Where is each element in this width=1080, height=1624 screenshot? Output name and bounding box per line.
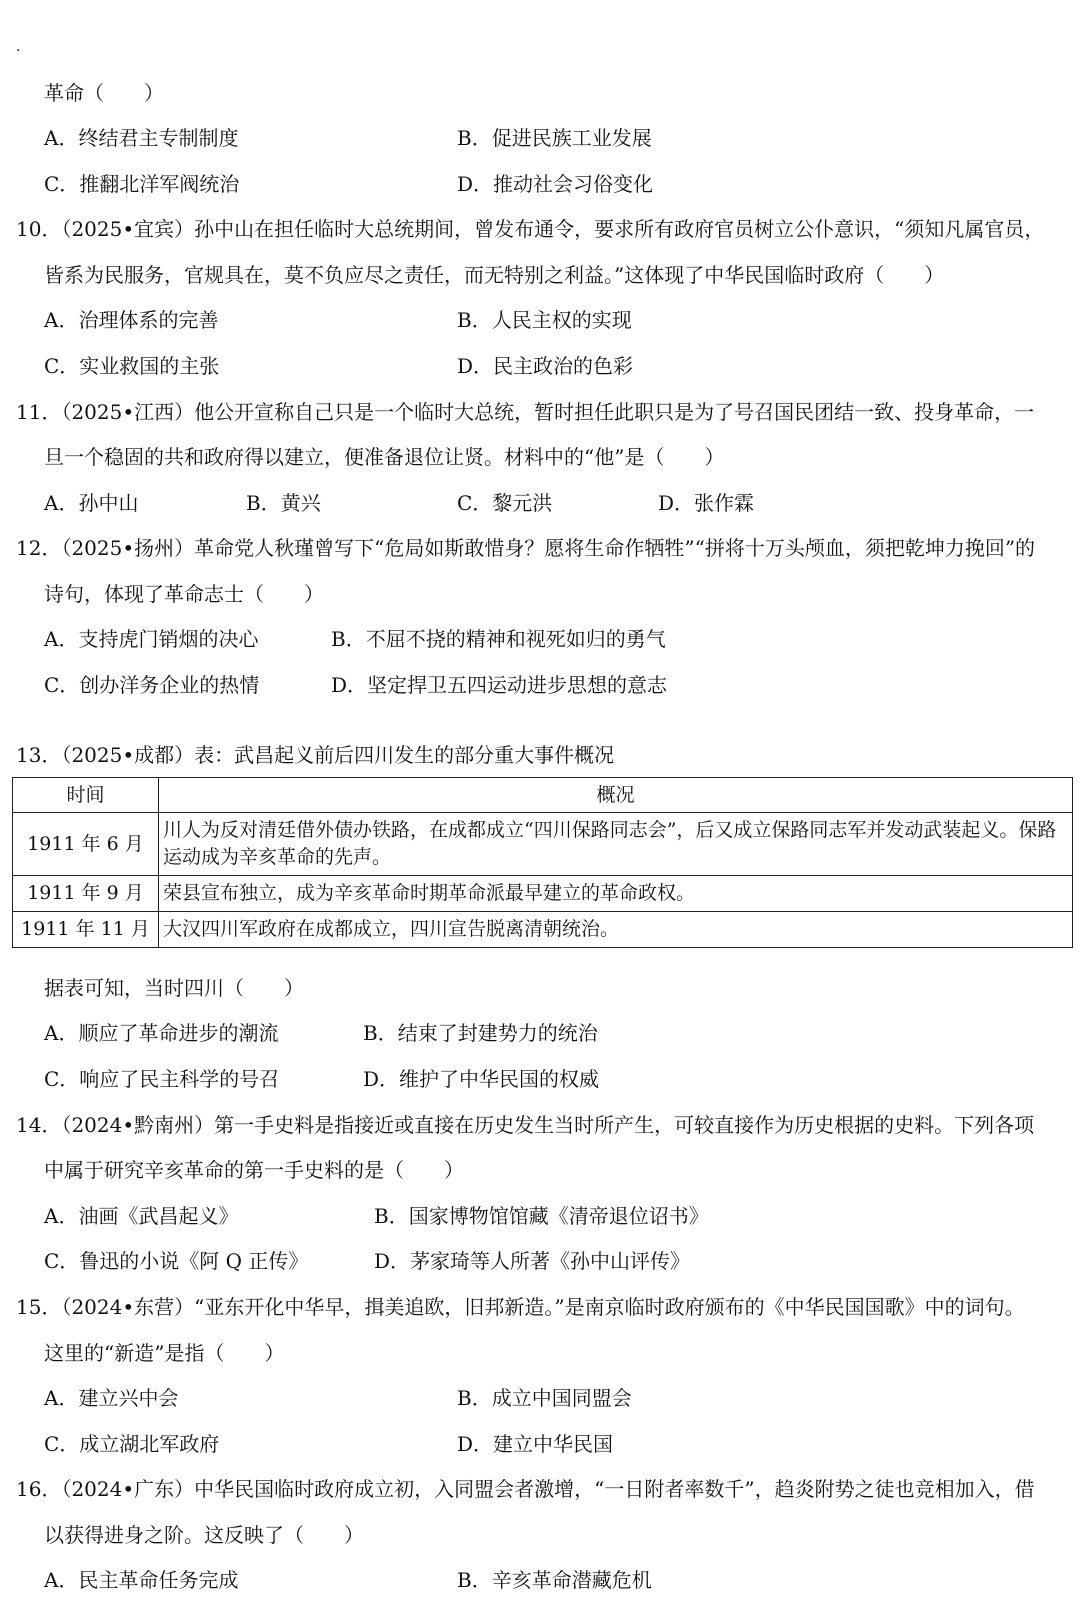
table-header-row [13, 778, 1073, 813]
q12-option-a: A．支持虎门销烟的决心 [44, 627, 259, 651]
table-row [13, 813, 1073, 876]
q12-option-c: C．创办洋务企业的热情 [44, 673, 260, 697]
q11-option-c: C．黎元洪 [457, 491, 553, 515]
table-cell-time: 1911 年 11 月 [13, 912, 159, 948]
q11-stem-line2: 旦一个稳固的共和政府得以建立，便准备退位让贤。材料中的“他”是（ ） [44, 445, 725, 469]
q15-stem-line2: 这里的“新造”是指（ ） [44, 1341, 285, 1365]
q13-option-d: D．维护了中华民国的权威 [363, 1067, 600, 1091]
q10-option-d: D．民主政治的色彩 [457, 354, 634, 378]
q11-option-a: A．孙中山 [44, 491, 139, 515]
q12-option-d: D．坚定捍卫五四运动进步思想的意志 [331, 673, 668, 697]
table-cell-overview: 川人为反对清廷借外债办铁路，在成都成立“四川保路同志会”，后又成立保路同志军并发动武装起义。保路运动成为辛亥革命的先声。 [159, 813, 1073, 876]
q13-option-c: C．响应了民主科学的号召 [44, 1067, 280, 1091]
q13-option-b: B．结束了封建势力的统治 [363, 1021, 598, 1045]
q9-option-a: A．终结君主专制制度 [44, 126, 239, 150]
q10-option-a: A．治理体系的完善 [44, 308, 219, 332]
events-table [12, 777, 1073, 948]
q11-stem-line1: 11．（2025•江西）他公开宣称自己只是一个临时大总统，暂时担任此职只是为了号召国民团结一致、投身革命，一 [16, 400, 1035, 424]
table-header-overview: 概况 [159, 778, 1073, 813]
q16-option-a: A．民主革命任务完成 [44, 1568, 239, 1592]
q14-option-d: D．茅家琦等人所著《孙中山评传》 [374, 1249, 691, 1273]
q10-stem-line1: 10．（2025•宜宾）孙中山在担任临时大总统期间，曾发布通令，要求所有政府官员树立公仆意识，“须知凡属官员， [16, 217, 1045, 241]
page-dot: . [16, 39, 21, 55]
q12-stem-line1: 12．（2025•扬州）革命党人秋瑾曾写下“危局如斯敢惜身？愿将生命作牺牲”“拼将十万头颅血，须把乾坤力挽回”的 [16, 536, 1036, 560]
table-cell-overview: 荣县宣布独立，成为辛亥革命时期革命派最早建立的革命政权。 [159, 876, 1073, 912]
table-row [13, 912, 1073, 948]
q15-stem-line1: 15．（2024•东营）“亚东开化中华早，揖美追欧，旧邦新造。”是南京临时政府颁布的《中华民国国歌》中的词句。 [16, 1295, 1025, 1319]
q13-stem-line1: 13．（2025•成都）表：武昌起义前后四川发生的部分重大事件概况 [16, 743, 615, 767]
q15-option-b: B．成立中国同盟会 [457, 1386, 632, 1410]
q9-option-d: D．推动社会习俗变化 [457, 172, 654, 196]
q15-option-a: A．建立兴中会 [44, 1386, 179, 1410]
q14-stem-line2: 中属于研究辛亥革命的第一手史料的是（ ） [44, 1158, 464, 1182]
q14-option-a: A．油画《武昌起义》 [44, 1204, 239, 1228]
table-cell-time: 1911 年 6 月 [13, 813, 159, 876]
q11-option-d: D．张作霖 [658, 491, 755, 515]
q12-option-b: B．不屈不挠的精神和视死如归的勇气 [331, 627, 666, 651]
q9-option-b: B．促进民族工业发展 [457, 126, 652, 150]
q14-option-c: C．鲁迅的小说《阿 Q 正传》 [44, 1249, 309, 1273]
table-cell-overview: 大汉四川军政府在成都成立，四川宣告脱离清朝统治。 [159, 912, 1073, 948]
q9-stem-tail: 革命（ ） [44, 81, 164, 105]
table-row [13, 876, 1073, 912]
q10-stem-line2: 皆系为民服务，官规具在，莫不负应尽之责任，而无特别之利益。”这体现了中华民国临时政府（ ） [44, 263, 945, 287]
q13-stem-line2: 据表可知，当时四川（ ） [44, 976, 304, 1000]
q15-option-c: C．成立湖北军政府 [44, 1432, 220, 1456]
q10-option-b: B．人民主权的实现 [457, 308, 632, 332]
q14-stem-line1: 14．（2024•黔南州）第一手史料是指接近或直接在历史发生当时所产生，可较直接作为历史根据的史料。下列各项 [16, 1113, 1035, 1137]
q16-option-b: B．辛亥革命潜藏危机 [457, 1568, 652, 1592]
q11-option-b: B．黄兴 [246, 491, 321, 515]
q10-option-c: C．实业救国的主张 [44, 354, 220, 378]
q15-option-d: D．建立中华民国 [457, 1432, 614, 1456]
q9-option-c: C．推翻北洋军阀统治 [44, 172, 240, 196]
table-cell-time: 1911 年 9 月 [13, 876, 159, 912]
q14-option-b: B．国家博物馆馆藏《清帝退位诏书》 [374, 1204, 709, 1228]
q12-stem-line2: 诗句，体现了革命志士（ ） [44, 582, 324, 606]
q16-stem-line1: 16．（2024•广东）中华民国临时政府成立初，入同盟会者激增，“一日附者率数千”，趋炎附势之徒也竞相加入，借 [16, 1477, 1035, 1501]
q13-option-a: A．顺应了革命进步的潮流 [44, 1021, 279, 1045]
table-header-time: 时间 [13, 778, 159, 813]
q16-stem-line2: 以获得进身之阶。这反映了（ ） [44, 1523, 364, 1547]
